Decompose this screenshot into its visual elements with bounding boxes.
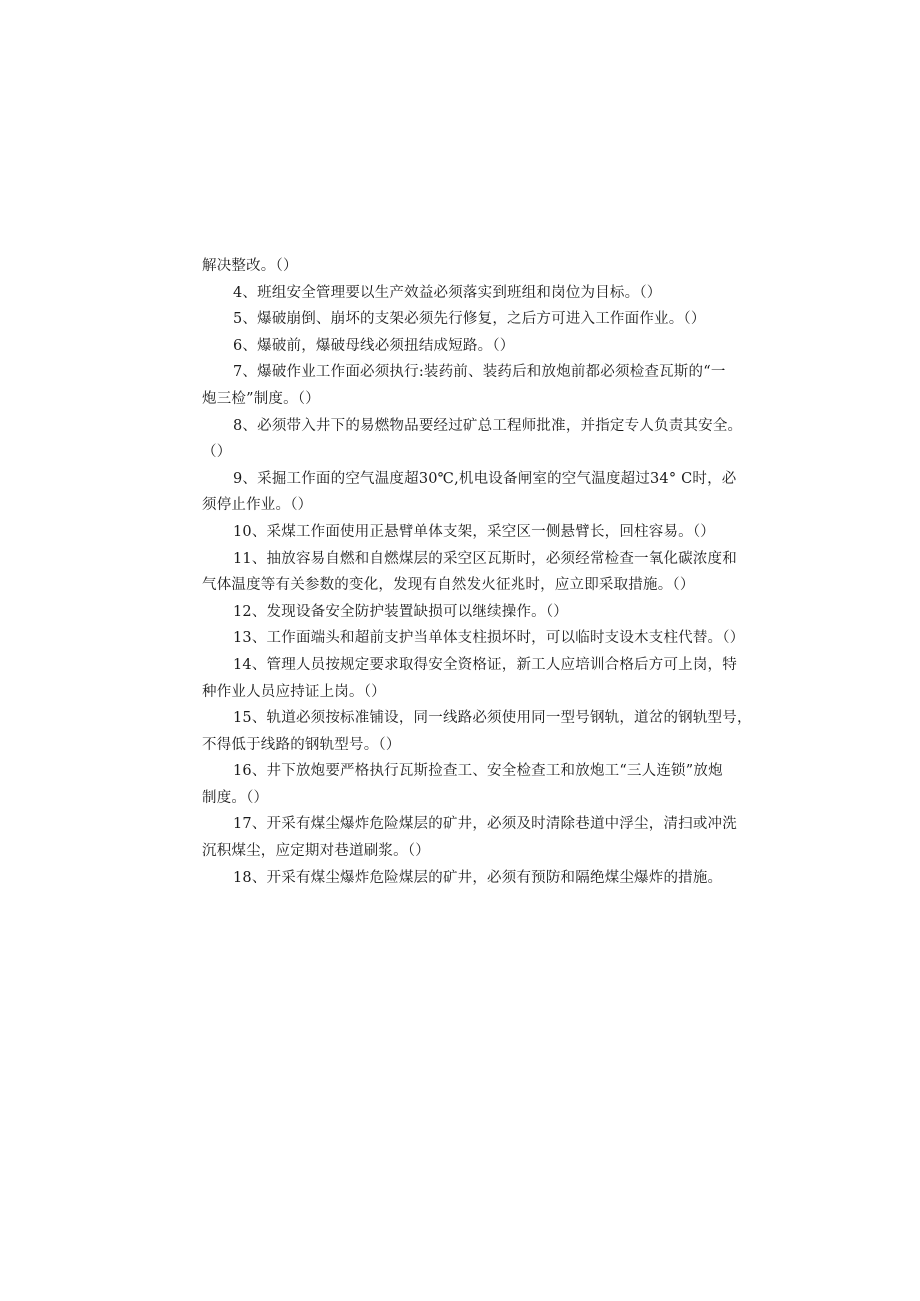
question-line: 5、爆破崩倒、崩坏的支架必须先行修复，之后方可进入工作面作业。（） xyxy=(233,311,706,328)
question-line: 16、井下放炮要严格执行瓦斯捡查工、安全检查工和放炮工“三人连锁”放炮 xyxy=(233,763,723,780)
question-line: 17、开采有煤尘爆炸危险煤层的矿井，必须及时清除巷道中浮尘，清扫或冲洗 xyxy=(233,816,737,833)
question-line: 11、抽放容易自燃和自燃煤层的采空区瓦斯时，必须经常检查一氧化碳浓度和 xyxy=(233,550,737,567)
text-line: 须停止作业。（） xyxy=(202,497,313,514)
text-line: （） xyxy=(202,444,232,461)
question-line: 15、轨道必须按标准铺设，同一线路必须使用同一型号钢轨，道岔的钢轨型号， xyxy=(233,710,752,727)
question-line: 7、爆破作业工作面必须执行:装药前、装药后和放炮前都必须检查瓦斯的“一 xyxy=(233,364,726,381)
question-line: 10、采煤工作面使用正悬臂单体支架，采空区一侧悬臂长，回柱容易。（） xyxy=(233,523,715,540)
text-line: 不得低于线路的钢轨型号。（） xyxy=(202,736,401,753)
question-line: 9、采掘工作面的空气温度超30℃,机电设备闸室的空气温度超过34° C时，必 xyxy=(233,470,737,487)
question-line: 12、发现设备安全防护装置缺损可以继续操作。（） xyxy=(233,603,568,620)
text-line: 炮三检”制度。（） xyxy=(202,390,320,407)
text-line: 制度。（） xyxy=(202,789,269,806)
question-line: 4、班组安全管理要以生产效益必须落实到班组和岗位为目标。（） xyxy=(233,284,662,301)
text-line: 种作业人员应持证上岗。（） xyxy=(202,683,386,700)
question-line: 6、爆破前，爆破母线必须扭结成短路。（） xyxy=(233,337,515,354)
text-line: 气体温度等有关参数的变化，发现有自然发火征兆时，应立即采取措施。（） xyxy=(202,577,695,594)
question-line: 18、开采有煤尘爆炸危险煤层的矿井，必须有预防和隔绝煤尘爆炸的措施。 xyxy=(233,869,723,886)
text-line: 解决整改。（） xyxy=(202,258,298,274)
question-list xyxy=(202,253,754,891)
question-line: 13、工作面端头和超前支护当单体支柱损坏时，可以临时支设木支柱代替。（） xyxy=(233,630,745,647)
text-line: 沉积煤尘，应定期对巷道刷浆。（） xyxy=(202,843,430,860)
question-line: 8、必须带入井下的易燃物品要经过矿总工程师批准，并指定专人负责其安全。 xyxy=(233,417,743,434)
question-line: 14、管理人员按规定要求取得安全资格证，新工人应培训合格后方可上岗，特 xyxy=(233,656,737,673)
